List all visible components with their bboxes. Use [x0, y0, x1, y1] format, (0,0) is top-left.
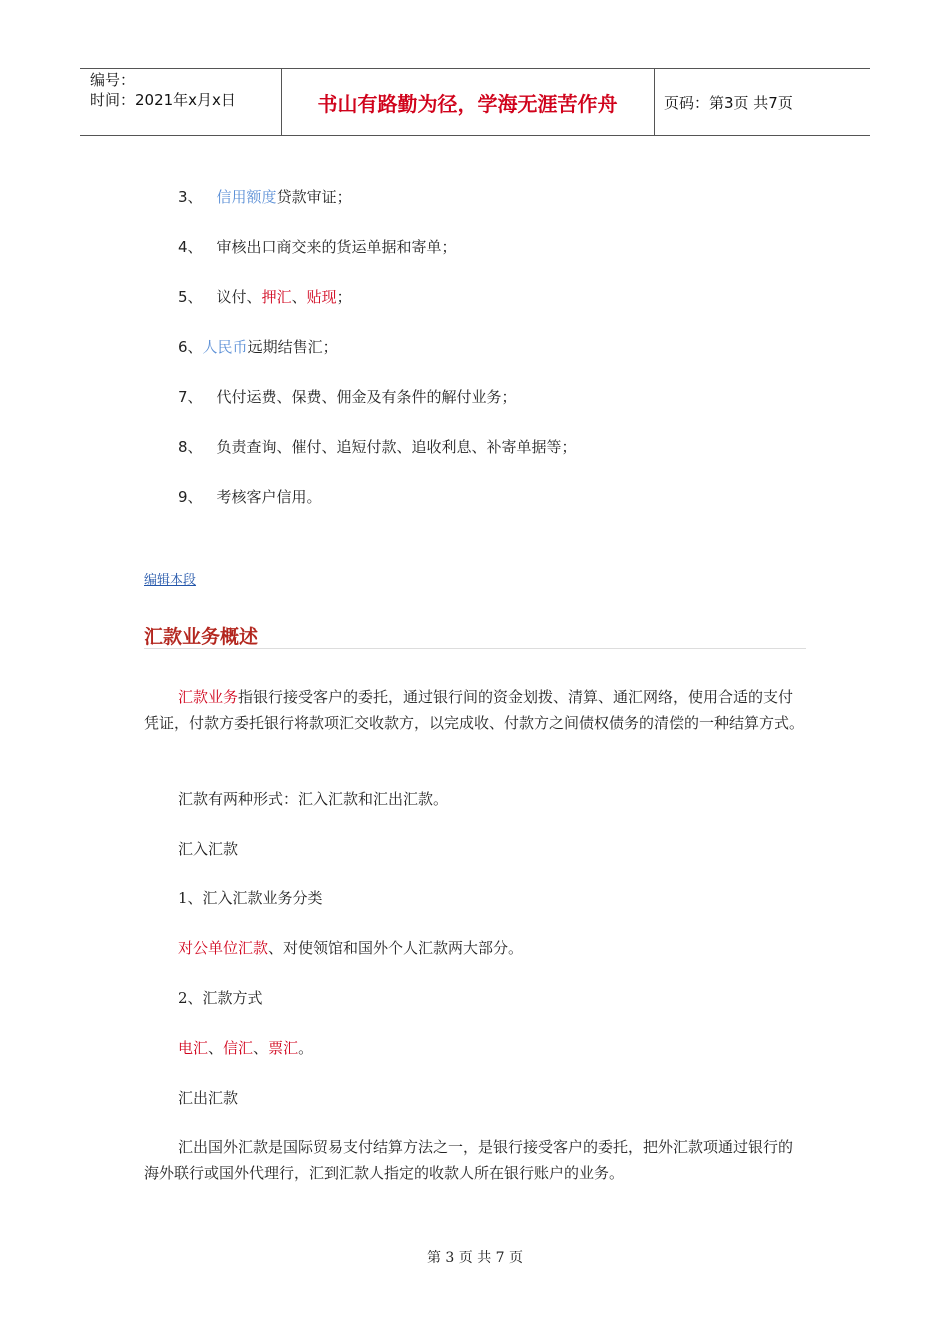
list-item-text: 考核客户信用。 [216, 488, 322, 506]
method-term: 电汇 [178, 1039, 209, 1057]
list-item-text: ； [336, 288, 352, 306]
method-separator: 、 [208, 1039, 224, 1057]
list-item-text: 贷款审证； [276, 188, 352, 206]
line-inward-remittance: 汇入汇款 [178, 840, 239, 858]
list-item-term: 信用额度 [216, 188, 277, 206]
list-item-term: 押汇 [261, 288, 292, 306]
header-meta [90, 70, 236, 110]
paragraph-text: 指银行接受客户的委托，通过银行间的资金划拨、清算、通汇网络，使用合适的支付凭证，付款方委托银行将款项汇交收款方，以完成收、付款方之间债权债务的清偿的一种结算方式。 [144, 688, 805, 732]
list-item-text: 议付、 [216, 288, 262, 306]
list-item-number: 7、 [178, 388, 203, 406]
section-title: 汇款业务概述 [144, 626, 259, 648]
list-item-number: 6、 [178, 338, 203, 356]
term-remittance-business: 汇款业务 [178, 688, 239, 706]
paragraph-remittance-definition [144, 684, 804, 736]
header-divider-right [654, 68, 655, 136]
line-remittance-forms: 汇款有两种形式：汇入汇款和汇出汇款。 [178, 790, 449, 808]
category-text: 、对使领馆和国外个人汇款两大部分。 [268, 939, 524, 957]
method-term: 信汇 [223, 1039, 254, 1057]
list-item-text: 远期结售汇； [247, 338, 338, 356]
list-item [178, 236, 457, 257]
list-item-text: 、 [291, 288, 307, 306]
list-item-number: 8、 [178, 438, 203, 456]
list-item-text: 负责查询、催付、追短付款、追收利息、补寄单据等； [216, 438, 577, 456]
paragraph-outward-definition: 汇出国外汇款是国际贸易支付结算方法之一，是银行接受客户的委托，把外汇款项通过银行的海外联行或国外代理行，汇到汇款人指定的收款人所在银行账户的业务。 [144, 1138, 794, 1182]
method-separator: 。 [298, 1039, 314, 1057]
list-item [178, 336, 338, 357]
header-time: 时间：2021年x月x日 [90, 91, 236, 109]
line-category-detail [178, 937, 523, 958]
method-term: 票汇 [268, 1039, 299, 1057]
list-item-term: 贴现 [306, 288, 337, 306]
edit-section-link[interactable]: 编辑本段 [144, 573, 197, 588]
list-item-text: 代付运费、保费、佣金及有条件的解付业务； [216, 388, 517, 406]
line-outward-remittance: 汇出汇款 [178, 1089, 239, 1107]
line-methods [178, 1037, 313, 1058]
list-item [178, 286, 352, 307]
list-item-number: 3、 [178, 188, 203, 206]
list-item-term: 人民币 [202, 338, 248, 356]
header-motto: 书山有路勤为径，学海无涯苦作舟 [317, 91, 618, 116]
list-item [178, 486, 322, 507]
list-item-text: 审核出口商交来的货运单据和寄单； [216, 238, 457, 256]
section-divider [144, 648, 806, 649]
term-corporate-remittance: 对公单位汇款 [178, 939, 269, 957]
page-footer: 第 3 页 共 7 页 [426, 1250, 524, 1266]
header-page-code: 页码：第3页 共7页 [664, 94, 793, 112]
list-item [178, 186, 352, 207]
list-item-number: 9、 [178, 488, 203, 506]
method-separator: 、 [253, 1039, 269, 1057]
list-item-number: 5、 [178, 288, 203, 306]
line-remittance-method: 2、汇款方式 [178, 989, 263, 1007]
list-item [178, 386, 517, 407]
list-item [178, 436, 577, 457]
line-inward-category: 1、汇入汇款业务分类 [178, 889, 323, 907]
header-number: 编号： [90, 71, 136, 89]
list-item-number: 4、 [178, 238, 203, 256]
